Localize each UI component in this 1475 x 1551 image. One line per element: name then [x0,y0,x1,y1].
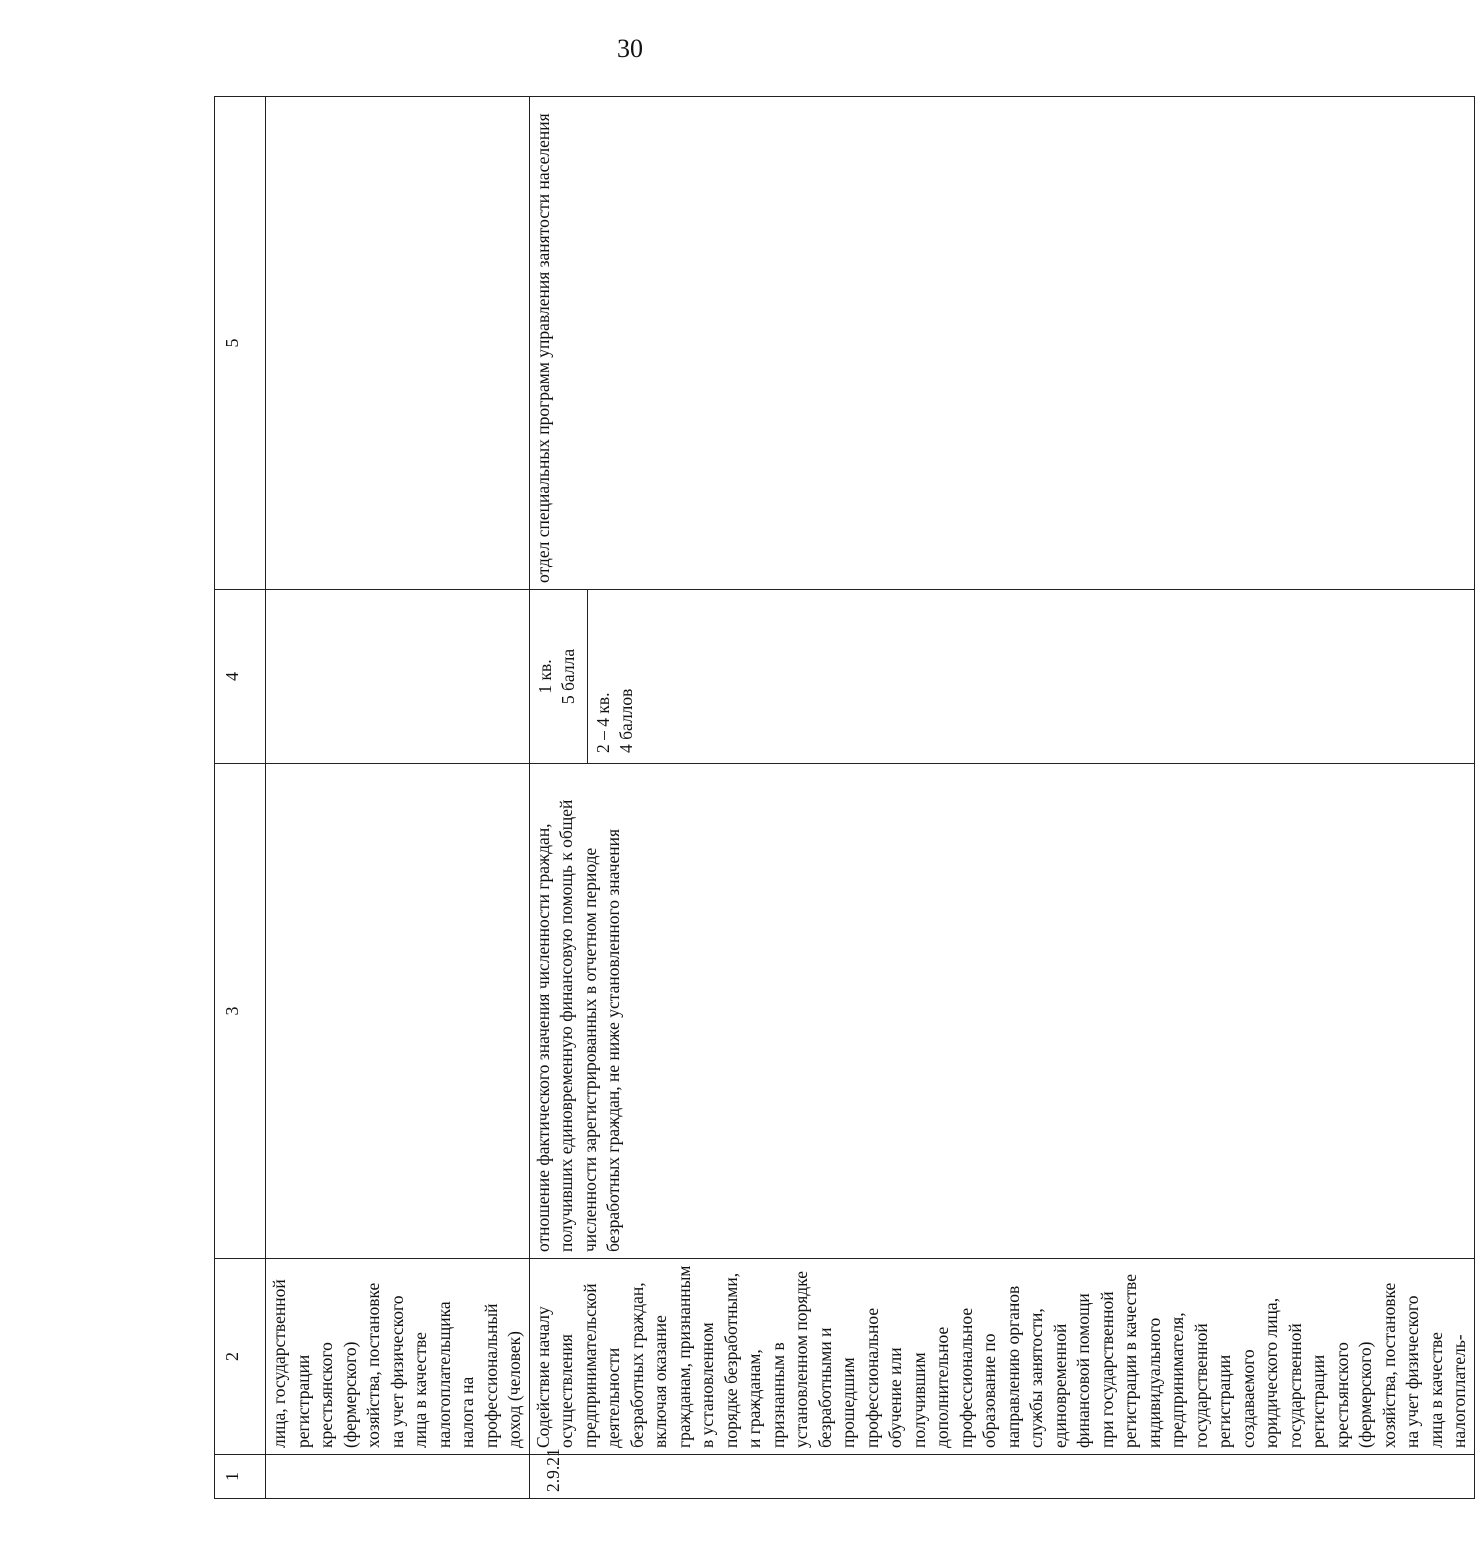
table-row [266,97,530,1499]
row2-scores [529,590,1474,764]
header-col-4: 4 [215,590,266,764]
rotated-table [214,96,1469,1499]
table-header-row [215,97,266,1499]
score-q1-period: 1 кв. [534,659,555,694]
header-col-2: 2 [215,1259,266,1455]
row2-responsible: отдел специальных программ управления занятости населения [529,97,1474,590]
table-container [214,96,1469,1499]
score-q2-4-value: 4 баллов [616,688,636,753]
row1-col2: лица, государственной регистрации крестьянского (фермерского) хозяйства, постановке на учет физического лица в качестве налогоплательщика налога на профессиональный доход (человек) [266,1259,530,1455]
score-q1 [530,590,588,763]
row2-activity: Содействие началу осуществления предпринимательской деятельности безработных граждан, включая оказание гражданам, признанным в установленном порядке безработными, и гражданам, признанным в установленном порядке безработными и прошедшим профессиональное обучение или получившим дополнительное профессиональное образование по направлению органов службы занятости, единовременной финансовой помощи при государственной регистрации в качестве индивидуального предпринимателя, государственной регистрации создаваемого юридического лица, государственной регистрации крестьянского (фермерского) хозяйства, постановке на учет физического лица в качестве налогоплатель- [529,1259,1474,1455]
header-col-1: 1 [215,1455,266,1499]
score-q2-4 [588,590,643,763]
header-col-5: 5 [215,97,266,590]
header-col-3: 3 [215,764,266,1259]
row1-col5 [266,97,530,590]
score-q2-4-period: 2 – 4 кв. [592,692,613,753]
page-number: 30 [617,34,643,63]
indicators-table [214,96,1475,1499]
table-row [529,97,1474,1499]
row1-col1 [266,1455,530,1499]
score-q1-value: 5 балла [558,648,578,705]
row2-indicator: отношение фактического значения численности граждан, получивших единовременную финансовую помощь к общей численности зарегистрированных в отчетном периоде безработных граждан, не ниже установленного значения [529,764,1474,1259]
row2-number: 2.9.21 [529,1455,1474,1499]
row1-col3 [266,764,530,1259]
row1-col4 [266,590,530,764]
